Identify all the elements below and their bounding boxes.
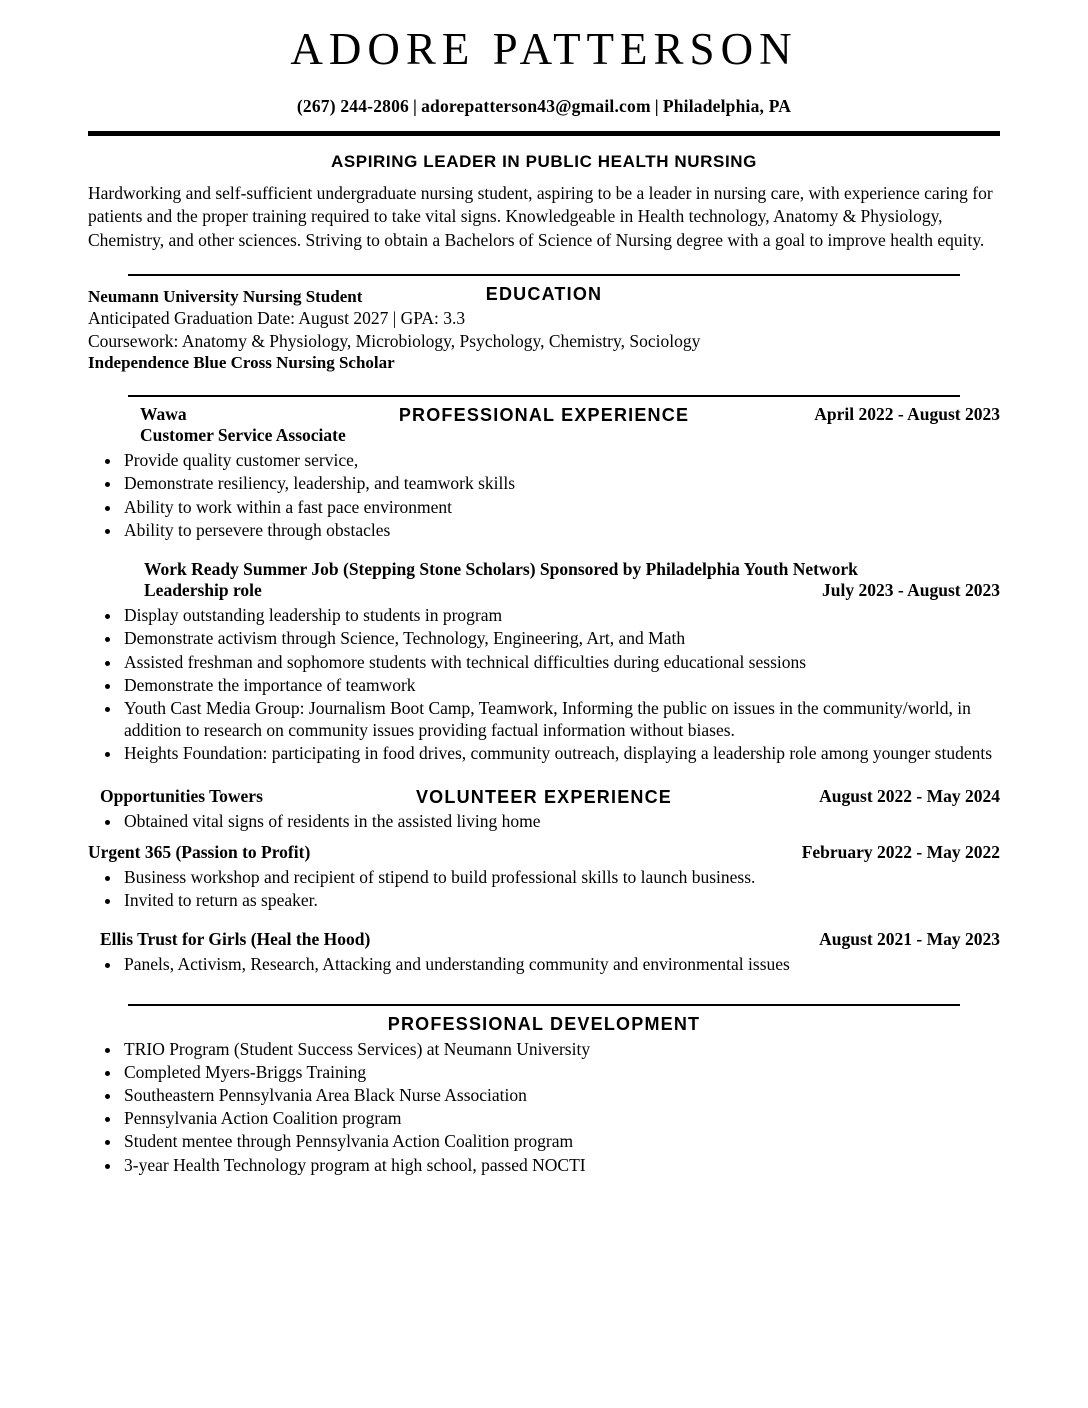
job-bullets xyxy=(88,604,1000,765)
job-bullets xyxy=(88,449,1000,541)
header-divider xyxy=(88,131,1000,136)
list-item: • Ability to persevere through obstacles xyxy=(122,519,1000,541)
contact-separator-1: | xyxy=(413,95,418,116)
volunteer-bullets xyxy=(88,810,1000,832)
contact-line xyxy=(88,96,1000,117)
list-item: • Student mentee through Pennsylvania Action Coalition program xyxy=(122,1130,1000,1152)
volunteer-bullets xyxy=(88,866,1000,911)
summary-heading: ASPIRING LEADER IN PUBLIC HEALTH NURSING xyxy=(330,151,758,171)
professional-experience-section xyxy=(88,395,1000,426)
list-item: • Demonstrate resiliency, leadership, and teamwork skills xyxy=(122,472,1000,494)
volunteer-bullets xyxy=(88,953,1000,975)
job-role: Customer Service Associate xyxy=(140,425,346,446)
volunteer-organization: Ellis Trust for Girls (Heal the Hood) xyxy=(100,929,371,950)
job-entry-2 xyxy=(88,559,1000,765)
contact-separator-2: | xyxy=(654,95,659,116)
education-graduation: Anticipated Graduation Date: August 2027 | GPA: 3.3 xyxy=(88,308,466,329)
professional-development-section xyxy=(88,1004,1000,1035)
list-item: • Pennsylvania Action Coalition program xyxy=(122,1107,1000,1129)
section-divider-professional-experience xyxy=(128,395,960,397)
list-item: • Heights Foundation: participating in food drives, community outreach, displaying a leadership role among younger students xyxy=(122,742,1000,764)
job-role-row xyxy=(88,580,1000,601)
summary-text: Hardworking and self-sufficient undergraduate nursing student, aspiring to be a leader in nursing care, with experience caring for patients and the proper training required to take vital signs. Knowledgeable in Health technology, Anatomy & Physiology, Chemistry, and other sciences. Striving to obtain a Bachelors of Science of Nursing degree with a goal to improve health equity. xyxy=(88,182,993,250)
section-title-volunteer-experience: VOLUNTEER EXPERIENCE xyxy=(415,786,673,807)
list-item: • Display outstanding leadership to students in program xyxy=(122,604,1000,626)
education-honor: Independence Blue Cross Nursing Scholar xyxy=(88,353,395,373)
page-title: ADORE PATTERSON xyxy=(290,24,798,74)
section-divider-education xyxy=(128,274,960,276)
section-divider-professional-development xyxy=(128,1004,960,1006)
professional-development-bullets xyxy=(88,1038,1000,1176)
volunteer-dates: August 2022 - May 2024 xyxy=(819,785,1000,806)
list-item: • Provide quality customer service, xyxy=(122,449,1000,471)
section-title-professional-development: PROFESSIONAL DEVELOPMENT xyxy=(387,1013,701,1034)
volunteer-entry-header xyxy=(88,929,1000,950)
education-section xyxy=(88,274,1000,305)
list-item: • Demonstrate activism through Science, Technology, Engineering, Art, and Math xyxy=(122,627,1000,649)
section-title-education: EDUCATION xyxy=(485,284,603,305)
list-item: • TRIO Program (Student Success Services) at Neumann University xyxy=(122,1038,1000,1060)
job-employer: Work Ready Summer Job (Stepping Stone Scholars) Sponsored by Philadelphia Youth Network xyxy=(144,559,858,580)
volunteer-dates: February 2022 - May 2022 xyxy=(801,841,1000,862)
volunteer-dates: August 2021 - May 2023 xyxy=(819,929,1000,950)
job-employer: Wawa xyxy=(140,404,187,425)
volunteer-organization: Urgent 365 (Passion to Profit) xyxy=(88,841,311,862)
education-coursework: Coursework: Anatomy & Physiology, Microbiology, Psychology, Chemistry, Sociology xyxy=(88,331,701,352)
contact-email: adorepatterson43@gmail.com xyxy=(421,95,651,116)
list-item: • Ability to work within a fast pace environment xyxy=(122,496,1000,518)
list-item: • Southeastern Pennsylvania Area Black Nurse Association xyxy=(122,1084,1000,1106)
contact-phone: (267) 244-2806 xyxy=(296,95,410,116)
job-dates: July 2023 - August 2023 xyxy=(822,580,1000,601)
section-title-professional-experience: PROFESSIONAL EXPERIENCE xyxy=(398,405,690,426)
list-item: • Assisted freshman and sophomore students with technical difficulties during educational sessions xyxy=(122,651,1000,673)
job-role: Leadership role xyxy=(144,580,262,601)
job-dates: April 2022 - August 2023 xyxy=(814,404,1000,425)
volunteer-organization: Opportunities Towers xyxy=(100,785,263,806)
list-item: • Obtained vital signs of residents in the assisted living home xyxy=(122,810,1000,832)
volunteer-entry-header xyxy=(88,842,1000,863)
list-item: • Completed Myers-Briggs Training xyxy=(122,1061,1000,1083)
list-item: • Panels, Activism, Research, Attacking and understanding community and environmental issues xyxy=(122,953,1000,975)
list-item: • Demonstrate the importance of teamwork xyxy=(122,674,1000,696)
contact-location: Philadelphia, PA xyxy=(662,95,792,116)
list-item: • Invited to return as speaker. xyxy=(122,889,1000,911)
list-item: • Business workshop and recipient of stipend to build professional skills to launch business. xyxy=(122,866,1000,888)
list-item: • 3-year Health Technology program at high school, passed NOCTI xyxy=(122,1154,1000,1176)
volunteer-experience-section xyxy=(88,787,1000,808)
education-school: Neumann University Nursing Student xyxy=(88,287,363,307)
list-item: • Youth Cast Media Group: Journalism Boot Camp, Teamwork, Informing the public on issues in the community/world, in addition to research on community issues providing factual information without biases. xyxy=(122,697,1000,741)
